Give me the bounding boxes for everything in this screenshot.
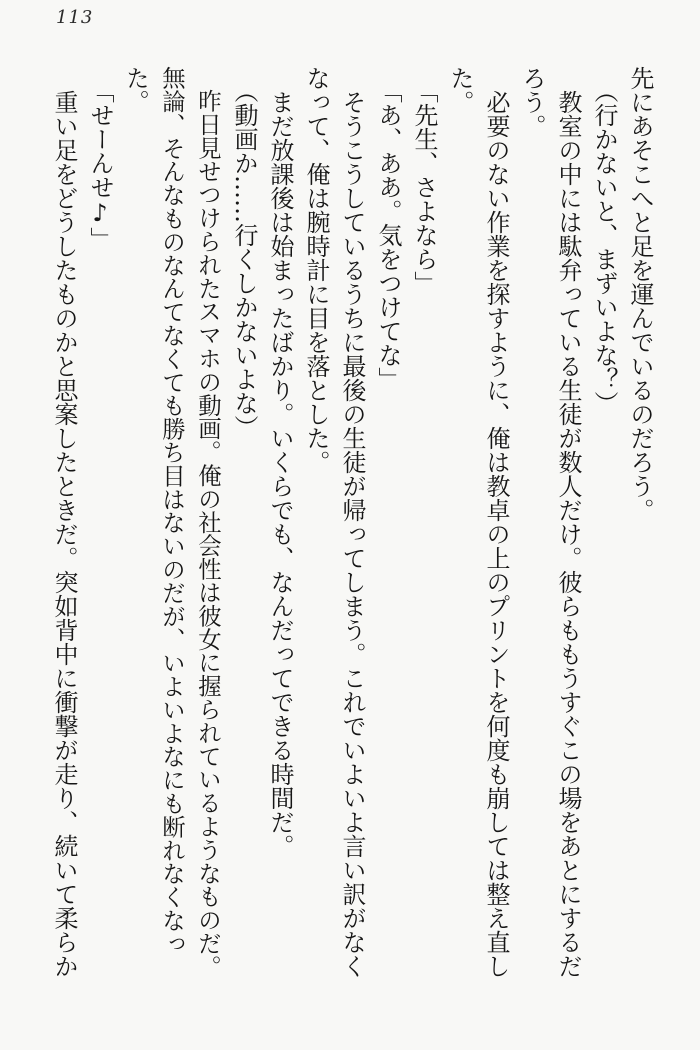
paragraph: 昨日見せつけられたスマホの動画。俺の社会性は彼女に握られているようなものだ。無論、そんなものなんてなくても勝ち目はないのだが、いよいよなにも断れなくなった。 (122, 66, 222, 979)
paragraph-dialogue: 「あ、ああ。気をつけてな」 (374, 79, 402, 392)
paragraph: そうこうしているうちに最後の生徒が帰ってしまう。これでいよいよ言い訳がなくなって、俺は腕時計に目を落とした。 (302, 66, 366, 978)
paragraph-inner-monologue: （行かないと、まずいよな？） (590, 79, 618, 416)
page-number: 113 (56, 7, 94, 28)
paragraph: 必要のない作業を探すように、俺は教卓の上のプリントを何度も崩しては整え直した。 (446, 66, 510, 978)
paragraph: 重い足をどうしたものかと思案したときだ。突如背中に衝撃が走り、続いて柔らか (50, 90, 78, 978)
text-block (42, 66, 658, 992)
paragraph-inner-monologue: （動画か……行くしかないよな） (230, 79, 258, 440)
paragraph: 先にあそこへと足を運んでいるのだろう。 (626, 66, 654, 522)
paragraph-dialogue: 「せーんせ♪」 (86, 79, 114, 252)
paragraph-dialogue: 「先生、さよなら」 (410, 79, 438, 296)
paragraph: まだ放課後は始まったばかり。いくらでも、なんだってできる時間だ。 (266, 90, 294, 858)
paragraph: 教室の中には駄弁っている生徒が数人だけ。彼らももうすぐこの場をあとにするだろう。 (518, 66, 582, 978)
